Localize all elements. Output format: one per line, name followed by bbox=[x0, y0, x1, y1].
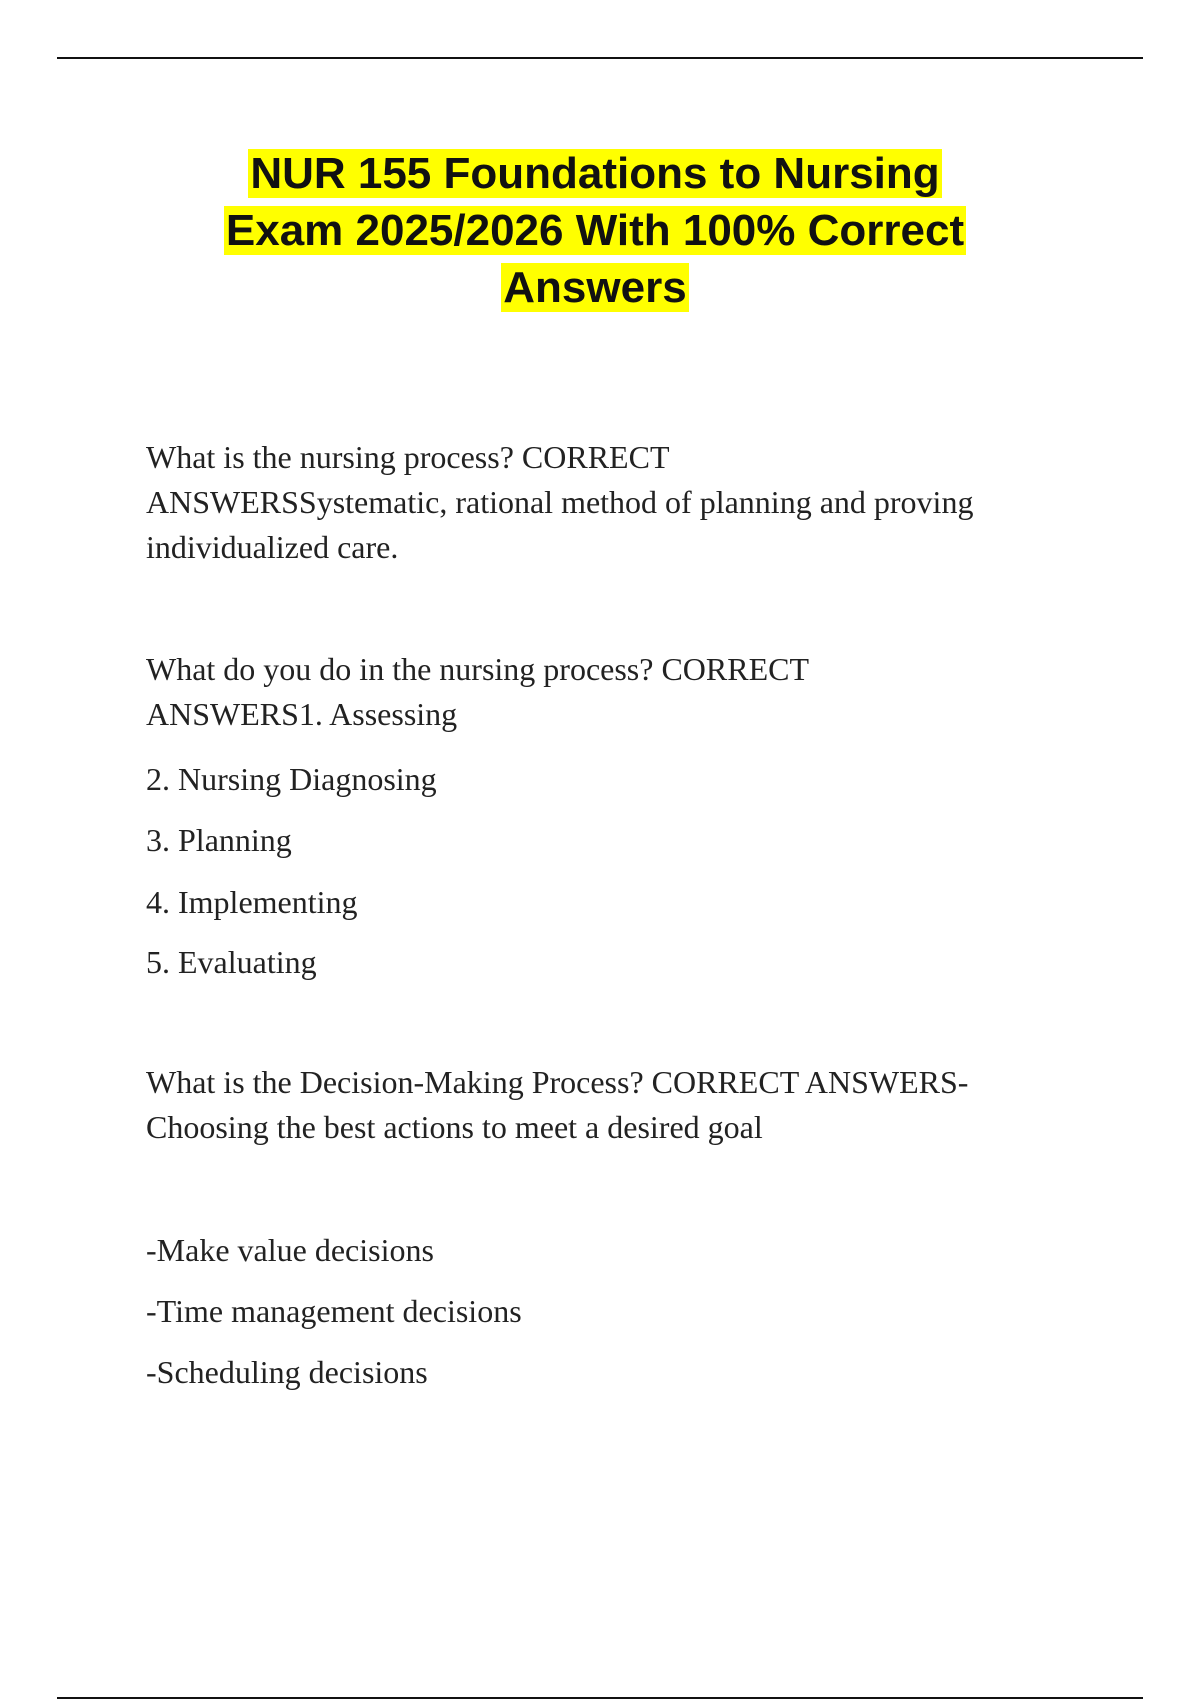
title-line-2: Exam 2025/2026 With 100% Correct bbox=[225, 206, 965, 255]
q1-line-1: What is the nursing process? CORRECT bbox=[146, 439, 670, 475]
top-rule bbox=[57, 57, 1143, 59]
title-line-3: Answers bbox=[503, 263, 687, 312]
question-nursing-process bbox=[146, 435, 1106, 570]
document-title bbox=[120, 145, 1070, 316]
list-item: 3. Planning bbox=[146, 822, 292, 858]
list-item: 5. Evaluating bbox=[146, 944, 317, 980]
q2-line-1: What do you do in the nursing process? CORRECT bbox=[146, 651, 810, 687]
q1-line-3: individualized care. bbox=[146, 529, 399, 565]
list-item: 4. Implementing bbox=[146, 884, 358, 920]
q3-line-2: Choosing the best actions to meet a desired goal bbox=[146, 1109, 763, 1145]
q1-line-2: ANSWERSSystematic, rational method of planning and proving bbox=[146, 484, 974, 520]
q3-line-1: What is the Decision-Making Process? CORRECT ANSWERS- bbox=[146, 1064, 969, 1100]
list-item: -Scheduling decisions bbox=[146, 1354, 428, 1390]
question-nursing-process-steps bbox=[146, 647, 1106, 737]
question-decision-making bbox=[146, 1060, 1106, 1150]
title-line-1: NUR 155 Foundations to Nursing bbox=[250, 149, 940, 198]
q2-line-2: ANSWERS1. Assessing bbox=[146, 696, 458, 732]
list-item: -Time management decisions bbox=[146, 1293, 522, 1329]
bottom-rule bbox=[57, 1697, 1143, 1699]
list-item: 2. Nursing Diagnosing bbox=[146, 761, 437, 797]
list-item: -Make value decisions bbox=[146, 1232, 434, 1268]
